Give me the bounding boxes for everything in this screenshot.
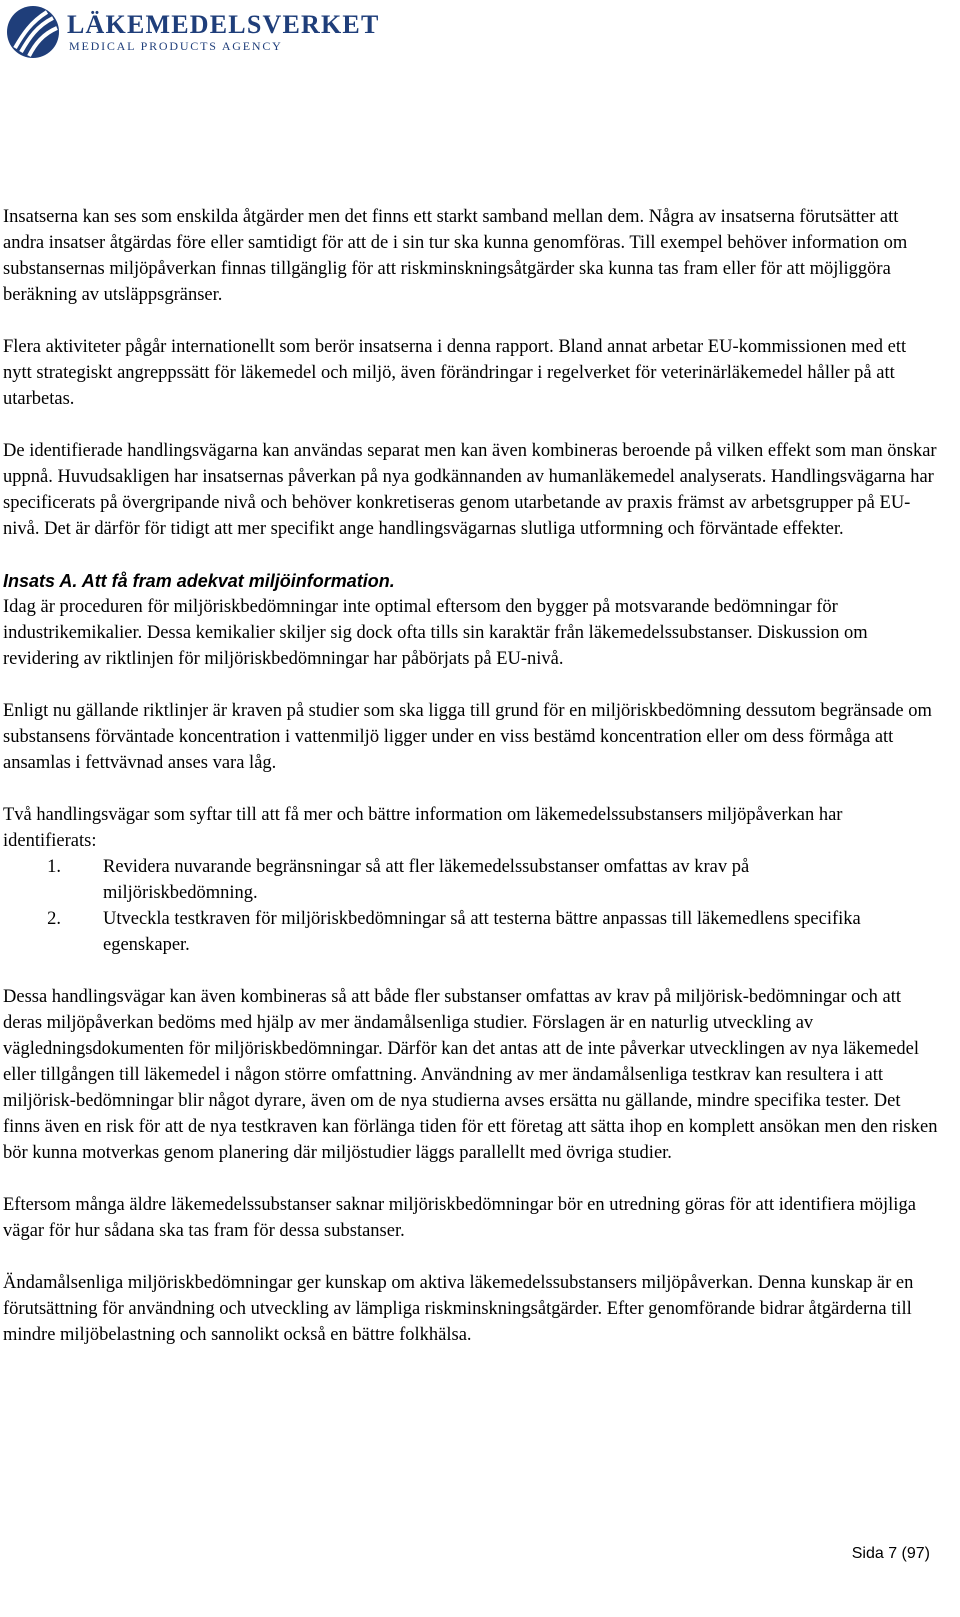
page-header [5,4,380,60]
list-item [3,906,938,958]
paragraph-7: Dessa handlingsvägar kan även kombineras så att både fler substanser omfattas av krav på miljörisk-bedömningar och att deras miljöpåverkan bedöms med hjälp av mer ändamålsenliga studier. Förslagen är en naturlig utveckling av vägledningsdokumenten för miljöriskbedömningar. Därför kan det antas att de inte påverkar utvecklingen av nya läkemedel eller tillgången till läkemedel i någon större omfattning. Användning av mer ändamålsenliga testkrav kan resultera i att miljörisk-bedömningar blir något dyrare, även om de nya studierna avses ersätta nu gällande, mindre specifika tester. Det finns även en risk för att de nya testkraven kan förlänga tiden för ett företag att sätta ihop en komplett ansökan men den risken bör kunna motverkas genom planering där miljöstudier läggs parallellt med övriga studier. [3,987,938,1163]
paragraph-9: Ändamålsenliga miljöriskbedömningar ger kunskap om aktiva läkemedelssubstansers miljöpåverkan. Denna kunskap är en förutsättning för användning och utveckling av lämpliga riskminskningsåtgärder. Efter genomförande bidrar åtgärderna till mindre miljöbelastning och sannolikt också en bättre folkhälsa. [3,1273,914,1345]
agency-logo-icon [5,4,61,60]
list-item-text: Utveckla testkraven för miljöriskbedömningar så att testerna bättre anpassas till läkemedlens specifika egenskaper. [103,909,861,955]
logo-text [67,11,380,53]
list-item-number: 2. [47,909,61,929]
list-item [3,854,938,906]
paragraph-1: Insatserna kan ses som enskilda åtgärder men det finns ett starkt samband mellan dem. Några av insatserna förutsätter att andra insatser åtgärdas före eller samtidigt för att de i sin tur ska kunna genomföras. Till exempel behöver information om substansernas miljöpåverkan finnas tillgänglig för att riskminskningsåtgärder ska kunna tas fram eller för att möjliggöra beräkning av utsläppsgränser. [3,207,908,305]
paragraph-2: Flera aktiviteter pågår internationellt som berör insatserna i denna rapport. Bland annat arbetar EU-kommissionen med ett nytt strategiskt angreppssätt för läkemedel och miljö, även förändringar i regelverket för veterinärläkemedel håller på att utarbetas. [3,337,907,409]
section-heading: Insats A. Att få fram adekvat miljöinformation. [3,571,395,591]
section-block [3,568,938,594]
list-item-text: Revidera nuvarande begränsningar så att fler läkemedelssubstanser omfattas av krav på miljöriskbedömning. [103,857,750,903]
document-body [3,204,938,1374]
page-number: Sida 7 (97) [851,1545,930,1562]
logo-subtitle: MEDICAL PRODUCTS AGENCY [69,39,283,53]
action-list [3,854,938,958]
list-item-number: 1. [47,857,61,877]
paragraph-5: Enligt nu gällande riktlinjer är kraven på studier som ska ligga till grund för en miljöriskbedömning dessutom begränsade om substansens förväntade koncentration i vattenmiljö ligger under en viss bestämd koncentration eller om dess förmåga att ansamlas i fettvävnad anses vara låg. [3,701,932,773]
paragraph-3: De identifierade handlingsvägarna kan användas separat men kan även kombineras beroende på vilken effekt som man önskar uppnå. Huvudsakligen har insatsernas påverkan på nya godkännanden av humanläkemedel analyserats. Handlingsvägarna har specificerats på övergripande nivå och behöver konkretiseras genom utarbetande av praxis främst av arbetsgrupper på EU-nivå. Det är därför för tidigt att mer specifikt ange handlingsvägarnas slutliga utformning och förväntade effekter. [3,441,937,539]
paragraph-6: Två handlingsvägar som syftar till att få mer och bättre information om läkemedelssubstansers miljöpåverkan har identifierats: [3,805,843,851]
paragraph-4: Idag är proceduren för miljöriskbedömningar inte optimal eftersom den bygger på motsvarande bedömningar för industrikemikalier. Dessa kemikalier skiljer sig dock ofta tills sin karaktär från läkemedelssubstanser. Diskussion om revidering av riktlinjen för miljöriskbedömningar har påbörjats på EU-nivå. [3,597,868,669]
logo-name: LÄKEMEDELSVERKET [67,10,380,39]
paragraph-8: Eftersom många äldre läkemedelssubstanser saknar miljöriskbedömningar bör en utredning göras för att identifiera möjliga vägar för hur sådana ska tas fram för dessa substanser. [3,1195,916,1241]
